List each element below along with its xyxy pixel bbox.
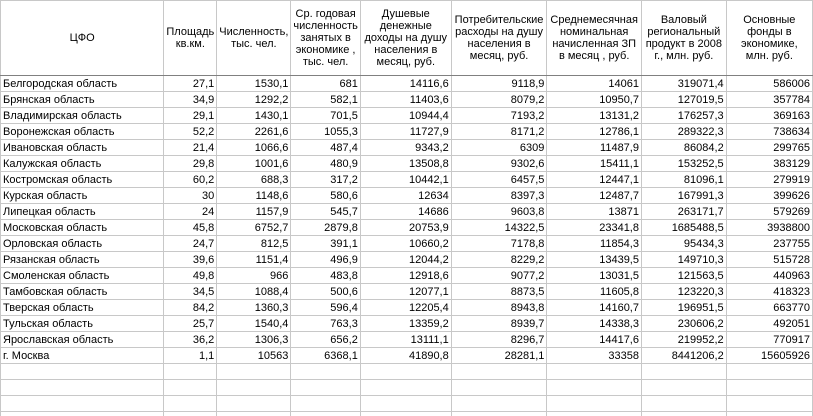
empty-cell[interactable] [726,364,812,380]
data-cell[interactable]: 39,6 [164,252,217,268]
table-row [1,220,813,236]
column-header[interactable]: Потребительские расходы на душу населения в месяц, руб. [451,1,547,76]
data-cell[interactable]: 12044,2 [360,252,451,268]
data-cell[interactable]: 6457,5 [451,172,547,188]
data-cell[interactable]: 45,8 [164,220,217,236]
data-cell[interactable]: 12786,1 [547,124,642,140]
data-cell[interactable]: 11403,6 [360,92,451,108]
data-cell[interactable]: 1151,4 [217,252,291,268]
data-cell[interactable]: 127019,5 [641,92,726,108]
data-cell[interactable]: 12077,1 [360,284,451,300]
data-cell[interactable]: 1088,4 [217,284,291,300]
data-cell[interactable]: 1360,3 [217,300,291,316]
data-cell[interactable]: 701,5 [291,108,360,124]
data-cell[interactable]: 13131,2 [547,108,642,124]
data-cell[interactable]: 8441206,2 [641,348,726,364]
data-cell[interactable]: 418323 [726,284,812,300]
region-name-cell[interactable]: Липецкая область [1,204,164,220]
data-cell[interactable]: 487,4 [291,140,360,156]
region-name-cell[interactable]: Владимирская область [1,108,164,124]
column-header[interactable]: Душевые денежные доходы на душу населения в месяц, руб. [360,1,451,76]
data-cell[interactable]: 383129 [726,156,812,172]
data-cell[interactable]: 1001,6 [217,156,291,172]
data-cell[interactable]: 14322,5 [451,220,547,236]
empty-cell[interactable] [1,380,164,396]
header-row [1,1,813,76]
table-row [1,316,813,332]
data-cell[interactable]: 25,7 [164,316,217,332]
region-name-cell[interactable]: Ярославская область [1,332,164,348]
empty-cell[interactable] [217,380,291,396]
empty-cell[interactable] [217,364,291,380]
data-cell[interactable]: 8229,2 [451,252,547,268]
data-cell[interactable]: 13111,1 [360,332,451,348]
column-header[interactable]: Площадь кв.км. [164,1,217,76]
data-cell[interactable]: 263171,7 [641,204,726,220]
data-cell[interactable]: 11727,9 [360,124,451,140]
data-cell[interactable]: 167991,3 [641,188,726,204]
data-cell[interactable]: 582,1 [291,92,360,108]
data-cell[interactable]: 596,4 [291,300,360,316]
data-cell[interactable]: 237755 [726,236,812,252]
data-cell[interactable]: 12205,4 [360,300,451,316]
data-cell[interactable]: 656,2 [291,332,360,348]
empty-row [1,412,813,416]
empty-cell[interactable] [547,380,642,396]
data-cell[interactable]: 9077,2 [451,268,547,284]
data-cell[interactable]: 12918,6 [360,268,451,284]
data-cell[interactable]: 12634 [360,188,451,204]
empty-cell[interactable] [1,396,164,412]
table-row [1,332,813,348]
data-cell[interactable]: 14160,7 [547,300,642,316]
data-cell[interactable]: 8171,2 [451,124,547,140]
table-row [1,284,813,300]
empty-cell[interactable] [1,364,164,380]
data-cell[interactable]: 14116,6 [360,76,451,92]
data-cell[interactable]: 770917 [726,332,812,348]
data-cell[interactable]: 81096,1 [641,172,726,188]
data-cell[interactable]: 1,1 [164,348,217,364]
data-cell[interactable]: 289322,3 [641,124,726,140]
data-cell[interactable]: 1292,2 [217,92,291,108]
region-name-cell[interactable]: Брянская область [1,92,164,108]
data-cell[interactable]: 230606,2 [641,316,726,332]
data-cell[interactable]: 763,3 [291,316,360,332]
data-cell[interactable]: 279919 [726,172,812,188]
data-cell[interactable]: 24,7 [164,236,217,252]
data-cell[interactable]: 1430,1 [217,108,291,124]
column-header[interactable]: Валовый региональный продукт в 2008 г., млн. руб. [641,1,726,76]
data-cell[interactable]: 496,9 [291,252,360,268]
empty-cell[interactable] [360,412,451,416]
data-cell[interactable]: 13359,2 [360,316,451,332]
region-name-cell[interactable]: Рязанская область [1,252,164,268]
data-cell[interactable]: 580,6 [291,188,360,204]
data-cell[interactable]: 6368,1 [291,348,360,364]
data-cell[interactable]: 317,2 [291,172,360,188]
data-cell[interactable]: 14417,6 [547,332,642,348]
data-cell[interactable]: 440963 [726,268,812,284]
empty-cell[interactable] [360,364,451,380]
data-cell[interactable]: 7178,8 [451,236,547,252]
data-cell[interactable]: 515728 [726,252,812,268]
table-row [1,140,813,156]
data-cell[interactable]: 391,1 [291,236,360,252]
data-cell[interactable]: 10563 [217,348,291,364]
data-cell[interactable]: 60,2 [164,172,217,188]
data-cell[interactable]: 123220,3 [641,284,726,300]
data-cell[interactable]: 12487,7 [547,188,642,204]
empty-cell[interactable] [291,412,360,416]
empty-cell[interactable] [164,380,217,396]
table-row [1,172,813,188]
data-cell[interactable]: 8939,7 [451,316,547,332]
data-cell[interactable]: 6309 [451,140,547,156]
table-row [1,204,813,220]
data-cell[interactable]: 34,9 [164,92,217,108]
data-cell[interactable]: 1306,3 [217,332,291,348]
data-cell[interactable]: 15605926 [726,348,812,364]
data-cell[interactable]: 21,4 [164,140,217,156]
column-header[interactable]: Ср. годовая численность занятых в экономике , тыс. чел. [291,1,360,76]
data-cell[interactable]: 586006 [726,76,812,92]
data-cell[interactable]: 966 [217,268,291,284]
empty-cell[interactable] [641,364,726,380]
region-name-cell[interactable]: Тульская область [1,316,164,332]
empty-cell[interactable] [291,396,360,412]
empty-cell[interactable] [641,412,726,416]
data-cell[interactable]: 8079,2 [451,92,547,108]
region-name-cell[interactable]: Орловская область [1,236,164,252]
data-cell[interactable]: 9343,2 [360,140,451,156]
empty-cell[interactable] [360,380,451,396]
empty-cell[interactable] [217,396,291,412]
data-cell[interactable]: 480,9 [291,156,360,172]
data-cell[interactable]: 36,2 [164,332,217,348]
data-cell[interactable]: 9603,8 [451,204,547,220]
region-name-cell[interactable]: Костромская область [1,172,164,188]
data-cell[interactable]: 11487,9 [547,140,642,156]
data-cell[interactable]: 1066,6 [217,140,291,156]
data-cell[interactable]: 3938800 [726,220,812,236]
empty-cell[interactable] [451,380,547,396]
data-cell[interactable]: 23341,8 [547,220,642,236]
empty-cell[interactable] [641,380,726,396]
data-cell[interactable]: 27,1 [164,76,217,92]
data-cell[interactable]: 1530,1 [217,76,291,92]
data-cell[interactable]: 663770 [726,300,812,316]
data-cell[interactable]: 15411,1 [547,156,642,172]
region-name-cell[interactable]: Белгородская область [1,76,164,92]
empty-cell[interactable] [1,412,164,416]
region-name-cell[interactable]: Ивановская область [1,140,164,156]
empty-cell[interactable] [547,396,642,412]
data-cell[interactable]: 13871 [547,204,642,220]
column-header[interactable]: ЦФО [1,1,164,76]
data-cell[interactable]: 13031,5 [547,268,642,284]
empty-cell[interactable] [164,364,217,380]
column-header[interactable]: Основные фонды в экономике, млн. руб. [726,1,812,76]
data-cell[interactable]: 8397,3 [451,188,547,204]
empty-cell[interactable] [164,412,217,416]
data-cell[interactable]: 52,2 [164,124,217,140]
data-cell[interactable]: 9118,9 [451,76,547,92]
data-cell[interactable]: 357784 [726,92,812,108]
data-cell[interactable]: 13508,8 [360,156,451,172]
data-cell[interactable]: 30 [164,188,217,204]
empty-cell[interactable] [726,412,812,416]
data-cell[interactable]: 8943,8 [451,300,547,316]
data-cell[interactable]: 34,5 [164,284,217,300]
column-header[interactable]: Среднемесячная номинальная начисленная ЗП в месяц , руб. [547,1,642,76]
region-name-cell[interactable]: Тамбовская область [1,284,164,300]
data-cell[interactable]: 49,8 [164,268,217,284]
data-cell[interactable]: 8873,5 [451,284,547,300]
data-cell[interactable]: 86084,2 [641,140,726,156]
region-name-cell[interactable]: Тверская область [1,300,164,316]
data-cell[interactable]: 84,2 [164,300,217,316]
data-cell[interactable]: 149710,3 [641,252,726,268]
data-cell[interactable]: 500,6 [291,284,360,300]
data-cell[interactable]: 95434,3 [641,236,726,252]
data-cell[interactable]: 1157,9 [217,204,291,220]
data-cell[interactable]: 10442,1 [360,172,451,188]
data-cell[interactable]: 176257,3 [641,108,726,124]
data-cell[interactable]: 29,1 [164,108,217,124]
data-cell[interactable]: 9302,6 [451,156,547,172]
region-name-cell[interactable]: Московская область [1,220,164,236]
region-name-cell[interactable]: Смоленская область [1,268,164,284]
data-cell[interactable]: 28281,1 [451,348,547,364]
data-cell[interactable]: 681 [291,76,360,92]
data-cell[interactable]: 1685488,5 [641,220,726,236]
data-cell[interactable]: 219952,2 [641,332,726,348]
data-cell[interactable]: 10944,4 [360,108,451,124]
region-name-cell[interactable]: г. Москва [1,348,164,364]
table-row [1,268,813,284]
data-cell[interactable]: 299765 [726,140,812,156]
data-cell[interactable]: 10950,7 [547,92,642,108]
data-cell[interactable]: 8296,7 [451,332,547,348]
data-cell[interactable]: 10660,2 [360,236,451,252]
table-row [1,188,813,204]
region-name-cell[interactable]: Курская область [1,188,164,204]
empty-cell[interactable] [547,364,642,380]
empty-cell[interactable] [291,364,360,380]
empty-cell[interactable] [360,396,451,412]
data-cell[interactable]: 492051 [726,316,812,332]
data-cell[interactable]: 20753,9 [360,220,451,236]
table-row [1,252,813,268]
table-row [1,156,813,172]
data-cell[interactable]: 41890,8 [360,348,451,364]
empty-cell[interactable] [164,396,217,412]
data-cell[interactable]: 1055,3 [291,124,360,140]
data-cell[interactable]: 738634 [726,124,812,140]
column-header[interactable]: Численность, тыс. чел. [217,1,291,76]
data-cell[interactable]: 29,8 [164,156,217,172]
empty-cell[interactable] [547,412,642,416]
data-cell[interactable]: 14061 [547,76,642,92]
empty-cell[interactable] [451,412,547,416]
data-cell[interactable]: 24 [164,204,217,220]
data-cell[interactable]: 7193,2 [451,108,547,124]
empty-cell[interactable] [451,364,547,380]
data-cell[interactable]: 1540,4 [217,316,291,332]
table-row [1,348,813,364]
empty-cell[interactable] [726,396,812,412]
data-cell[interactable]: 13439,5 [547,252,642,268]
data-cell[interactable]: 14338,3 [547,316,642,332]
data-cell[interactable]: 196951,5 [641,300,726,316]
table-row [1,76,813,92]
data-cell[interactable]: 812,5 [217,236,291,252]
empty-cell[interactable] [726,380,812,396]
table-row [1,124,813,140]
data-cell[interactable]: 11854,3 [547,236,642,252]
data-cell[interactable]: 12447,1 [547,172,642,188]
empty-cell[interactable] [217,412,291,416]
data-cell[interactable]: 369163 [726,108,812,124]
empty-cell[interactable] [641,396,726,412]
data-cell[interactable]: 153252,5 [641,156,726,172]
table-row [1,236,813,252]
empty-cell[interactable] [291,380,360,396]
data-cell[interactable]: 2261,6 [217,124,291,140]
data-cell[interactable]: 688,3 [217,172,291,188]
table-row [1,92,813,108]
data-cell[interactable]: 579269 [726,204,812,220]
data-cell[interactable]: 483,8 [291,268,360,284]
data-cell[interactable]: 2879,8 [291,220,360,236]
empty-row [1,380,813,396]
region-name-cell[interactable]: Калужская область [1,156,164,172]
table-row [1,300,813,316]
region-name-cell[interactable]: Воронежская область [1,124,164,140]
data-cell[interactable]: 399626 [726,188,812,204]
data-cell[interactable]: 319071,4 [641,76,726,92]
data-cell[interactable]: 121563,5 [641,268,726,284]
data-cell[interactable]: 6752,7 [217,220,291,236]
empty-cell[interactable] [451,396,547,412]
data-cell[interactable]: 14686 [360,204,451,220]
empty-row [1,364,813,380]
data-cell[interactable]: 1148,6 [217,188,291,204]
data-cell[interactable]: 545,7 [291,204,360,220]
data-cell[interactable]: 11605,8 [547,284,642,300]
data-cell[interactable]: 33358 [547,348,642,364]
empty-row [1,396,813,412]
table-row [1,108,813,124]
